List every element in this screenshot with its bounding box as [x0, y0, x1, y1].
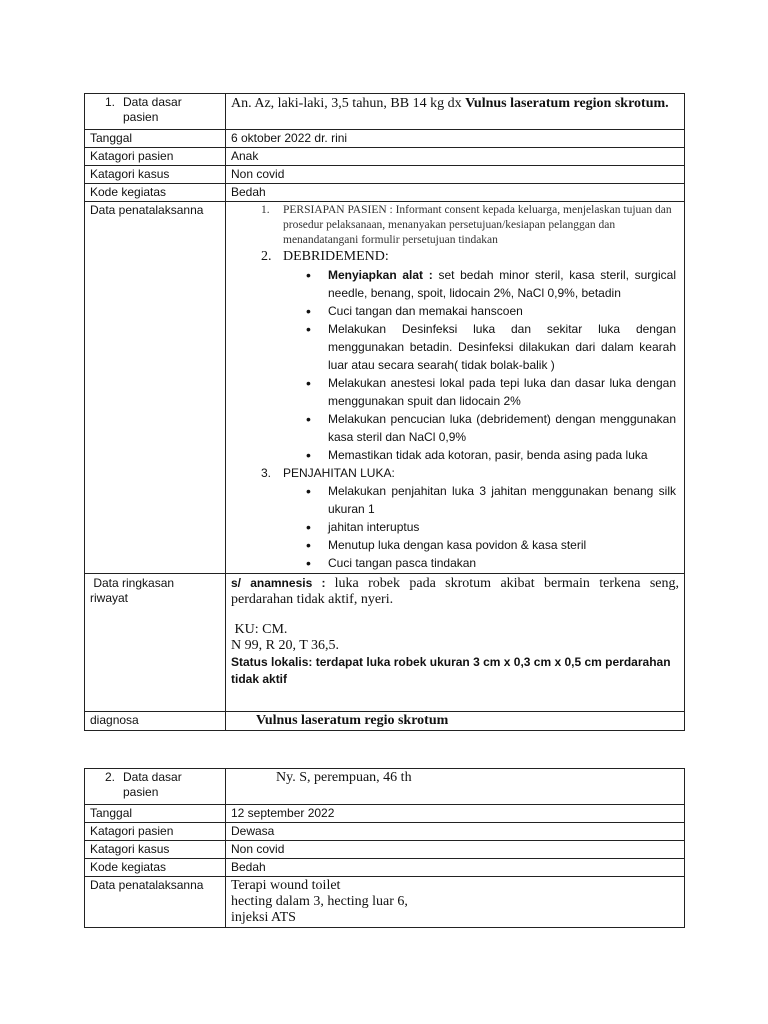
ringkasan-label-line2: riwayat: [90, 591, 129, 605]
penatalaksanaan-cell: [226, 877, 685, 928]
penatalaksanaan-row: [85, 202, 685, 574]
patient-table-1: [84, 93, 685, 731]
list-item: [231, 374, 676, 410]
row-label: Katagori kasus: [85, 166, 226, 184]
therapy-line: Terapi wound toilet: [231, 878, 341, 893]
anamnesis-label: s/ anamnesis :: [231, 576, 335, 590]
table-row: [85, 184, 685, 202]
list-item: • Menutup luka dengan kasa povidon & kasa steril: [231, 536, 676, 554]
procedure-steps: [231, 203, 676, 266]
step-number: 2.: [261, 249, 272, 264]
step-number: 1.: [261, 204, 270, 216]
list-item: • jahitan interuptus: [231, 518, 676, 536]
list-item: [231, 410, 676, 446]
list-item: • Melakukan penjahitan luka 3 jahitan menggunakan benang silk ukuran 1: [231, 482, 676, 518]
row-label: Katagori pasien: [85, 823, 226, 841]
keadaan-umum: KU: CM.: [231, 622, 288, 637]
procedure-steps-cont: [231, 464, 676, 482]
table-row: [85, 823, 685, 841]
row-label: Tanggal: [85, 130, 226, 148]
row-value: 6 oktober 2022 dr. rini: [226, 130, 685, 148]
status-lokalis-text: terdapat luka robek ukuran 3 cm x 0,3 cm x 0,5 cm perdarahan tidak aktif: [231, 655, 671, 686]
item-text: Melakukan anestesi lokal pada tepi luka dan dasar luka dengan menggunakan spuit dan lidocain 2%: [328, 376, 676, 408]
table-row: [85, 841, 685, 859]
row-value: 12 september 2022: [226, 805, 685, 823]
header-value: Ny. S, perempuan, 46 th: [226, 769, 685, 805]
patient-table-2: [84, 768, 685, 928]
step-penjahitan: [231, 464, 676, 482]
anamnesis-text: luka robek pada skrotum akibat bermain terkena seng, perdarahan tidak aktif, nyeri.: [231, 576, 679, 607]
patient-diagnosis-bold: Vulnus laseratum region skrotum.: [465, 96, 669, 111]
table-row: [85, 166, 685, 184]
list-item: [231, 320, 676, 374]
row-value: Non covid: [226, 166, 685, 184]
step-text: DEBRIDEMEND:: [283, 249, 389, 264]
ringkasan-cell: [226, 574, 685, 712]
debridement-list: [231, 266, 676, 464]
step-text: PENJAHITAN LUKA:: [283, 466, 395, 480]
list-item: [231, 266, 676, 302]
ringkasan-row: [85, 574, 685, 712]
step-debridement: [231, 248, 676, 266]
row-label: Kode kegiatas: [85, 859, 226, 877]
row-label: Data penatalaksanna: [85, 202, 226, 574]
status-lokalis-label: Status lokalis:: [231, 655, 316, 669]
header-label-line1: Data dasar: [123, 770, 182, 784]
row-label: diagnosa: [85, 712, 226, 731]
status-lokalis: [231, 654, 679, 688]
list-item: [231, 302, 676, 320]
header-label-line2: pasien: [123, 785, 159, 799]
vital-signs: N 99, R 20, T 36,5.: [231, 638, 339, 653]
header-value-cell: [226, 94, 685, 130]
table-row: [85, 130, 685, 148]
diagnosa-row: [85, 712, 685, 731]
patient-summary: An. Az, laki-laki, 3,5 tahun, BB 14 kg dx: [231, 96, 466, 111]
anamnesis: [231, 576, 679, 608]
header-label-cell: [85, 94, 226, 130]
row-value: Non covid: [226, 841, 685, 859]
therapy-line: injeksi ATS: [231, 910, 296, 925]
item-bold: Menyiapkan alat :: [328, 268, 439, 282]
item-text: Melakukan Desinfeksi luka dan sekitar luka dengan menggunakan betadin. Desinfeksi dilakukan dari dalam kearah luar atau secara searah( tidak bolak-balik ): [328, 322, 676, 372]
ringkasan-label-cell: [85, 574, 226, 712]
penatalaksanaan-cell: [226, 202, 685, 574]
table-row: [85, 859, 685, 877]
table-row: [85, 805, 685, 823]
penjahitan-list: [231, 482, 676, 572]
item-text: Cuci tangan dan memakai hanscoen: [328, 304, 523, 318]
item-text: set bedah minor steril, kasa steril, surgical needle, benang, spoit, lidocain 2%, NaCl 0,9%, betadin: [328, 268, 676, 300]
header-row: [85, 769, 685, 805]
step-persiapan: [231, 203, 676, 248]
step-number: 3.: [261, 466, 272, 480]
row-value: Bedah: [226, 184, 685, 202]
row-label: Katagori kasus: [85, 841, 226, 859]
row-label: Katagori pasien: [85, 148, 226, 166]
header-label-cell: [85, 769, 226, 805]
diagnosa-value: Vulnus laseratum regio skrotum: [226, 712, 685, 731]
row-label: Tanggal: [85, 805, 226, 823]
header-label-line2: pasien: [123, 110, 159, 124]
header-label-line1: Data dasar: [123, 95, 182, 109]
item-text: Melakukan pencucian luka (debridement) dengan menggunakan kasa steril dan NaCl 0,9%: [328, 412, 676, 444]
therapy-line: hecting dalam 3, hecting luar 6,: [231, 894, 408, 909]
row-label: Kode kegiatas: [85, 184, 226, 202]
row-number: 1.: [104, 95, 115, 109]
row-value: Bedah: [226, 859, 685, 877]
list-item: • Cuci tangan pasca tindakan: [231, 554, 676, 572]
row-label: Data penatalaksanna: [85, 877, 226, 928]
row-value: Dewasa: [226, 823, 685, 841]
list-item: [231, 446, 676, 464]
step-text: PERSIAPAN PASIEN : Informant consent kepada keluarga, menjelaskan tujuan dan prosedur pelaksanaan, menanyakan persetujuan/kesiapan pelanggan dan menandatangani formulir persetujuan tindakan: [283, 204, 672, 246]
penatalaksanaan-row: [85, 877, 685, 928]
header-row: [85, 94, 685, 130]
table-row: [85, 148, 685, 166]
item-text: Memastikan tidak ada kotoran, pasir, benda asing pada luka: [328, 448, 648, 462]
row-number: 2.: [104, 770, 115, 784]
row-value: Anak: [226, 148, 685, 166]
ringkasan-label-line1: Data ringkasan: [90, 576, 175, 590]
